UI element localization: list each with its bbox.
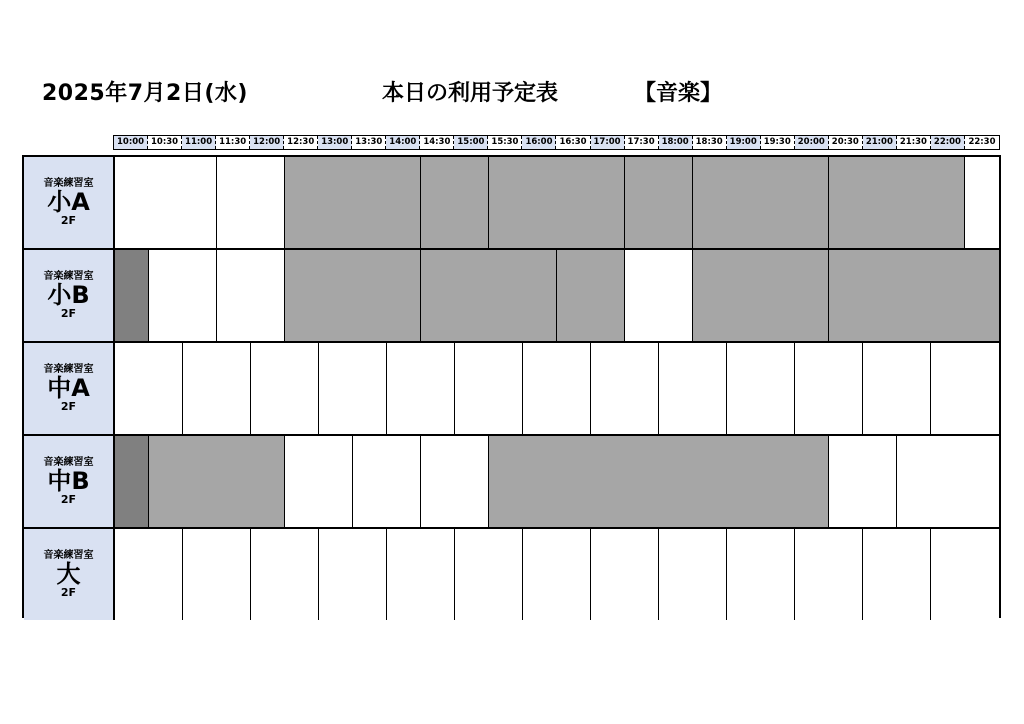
time-header — [113, 135, 1000, 150]
slot-booked — [421, 250, 557, 341]
slot-free — [965, 157, 999, 248]
slot-free — [897, 436, 999, 527]
slot-free — [251, 529, 319, 620]
time-label: 11:00 — [182, 136, 216, 149]
time-label: 19:30 — [761, 136, 795, 149]
slot-free — [115, 529, 183, 620]
slot-booked — [149, 436, 285, 527]
slot-free — [387, 343, 455, 434]
time-label: 11:30 — [216, 136, 250, 149]
slot-booked — [693, 250, 829, 341]
slot-free — [319, 343, 387, 434]
page-title: 本日の利用予定表 — [382, 81, 559, 106]
room-row — [24, 250, 999, 341]
time-label: 14:30 — [420, 136, 454, 149]
room-header — [24, 343, 115, 434]
room-name: 中B — [47, 466, 90, 495]
slot-free — [183, 529, 251, 620]
room-row — [24, 157, 999, 248]
slot-free — [795, 343, 863, 434]
slot-free — [625, 250, 693, 341]
slot-booked — [625, 157, 693, 248]
time-label: 18:30 — [693, 136, 727, 149]
slot-free — [319, 529, 387, 620]
time-label: 12:30 — [284, 136, 318, 149]
time-label: 19:00 — [727, 136, 761, 149]
slot-free — [455, 343, 523, 434]
slot-free — [523, 343, 591, 434]
slot-booked — [489, 436, 829, 527]
slot-free — [591, 529, 659, 620]
time-label: 10:30 — [148, 136, 182, 149]
slot-free — [455, 529, 523, 620]
room-label: 音楽練習室 — [43, 549, 94, 561]
time-label: 15:00 — [454, 136, 488, 149]
room-row — [24, 343, 999, 434]
room-label: 音楽練習室 — [43, 456, 94, 468]
room-floor: 2F — [60, 306, 77, 320]
room-floor: 2F — [60, 399, 77, 413]
slot-free — [523, 529, 591, 620]
time-label: 22:30 — [965, 136, 999, 149]
time-label: 20:30 — [829, 136, 863, 149]
time-label: 13:00 — [318, 136, 352, 149]
room-label: 音楽練習室 — [43, 363, 94, 375]
slot-free — [251, 343, 319, 434]
slot-free — [421, 436, 489, 527]
slot-free — [931, 343, 999, 434]
room-row — [24, 436, 999, 527]
time-label: 12:00 — [250, 136, 284, 149]
room-name: 中A — [47, 373, 90, 402]
time-label: 18:00 — [659, 136, 693, 149]
room-name: 大 — [56, 559, 81, 588]
time-label: 14:00 — [386, 136, 420, 149]
time-label: 21:00 — [863, 136, 897, 149]
time-label: 22:00 — [931, 136, 965, 149]
slot-free — [387, 529, 455, 620]
slot-free — [931, 529, 999, 620]
slot-booked — [285, 157, 421, 248]
room-floor: 2F — [60, 213, 77, 227]
slot-booked — [557, 250, 625, 341]
slot-free — [591, 343, 659, 434]
room-row — [24, 529, 999, 620]
slot-booked — [829, 250, 999, 341]
slot-free — [659, 529, 727, 620]
slot-booked — [285, 250, 421, 341]
time-label: 21:30 — [897, 136, 931, 149]
time-label: 13:30 — [352, 136, 386, 149]
room-header — [24, 250, 115, 341]
time-label: 15:30 — [488, 136, 522, 149]
slot-free — [285, 436, 353, 527]
slot-free — [659, 343, 727, 434]
slot-free — [183, 343, 251, 434]
slot-free — [863, 343, 931, 434]
slot-free — [217, 250, 285, 341]
slot-free — [115, 157, 217, 248]
slot-free — [863, 529, 931, 620]
time-label: 17:00 — [591, 136, 625, 149]
schedule-grid — [22, 155, 1001, 618]
room-label: 音楽練習室 — [43, 270, 94, 282]
slot-free — [795, 529, 863, 620]
time-label: 16:30 — [557, 136, 591, 149]
slot-booked — [693, 157, 829, 248]
room-name: 小B — [47, 280, 90, 309]
time-label: 20:00 — [795, 136, 829, 149]
time-label: 17:30 — [625, 136, 659, 149]
time-label: 16:00 — [522, 136, 556, 149]
slot-free — [727, 343, 795, 434]
room-header — [24, 436, 115, 527]
slot-free — [727, 529, 795, 620]
room-header — [24, 529, 115, 620]
slot-booked — [489, 157, 625, 248]
room-label: 音楽練習室 — [43, 177, 94, 189]
room-floor: 2F — [60, 492, 77, 506]
slot-free — [829, 436, 897, 527]
slot-booked — [421, 157, 489, 248]
room-floor: 2F — [60, 585, 77, 599]
room-name: 小A — [47, 187, 90, 216]
slot-free — [353, 436, 421, 527]
room-header — [24, 157, 115, 248]
slot-free — [217, 157, 285, 248]
category-label: 【音楽】 — [634, 81, 723, 106]
slot-booked — [115, 250, 149, 341]
time-label: 10:00 — [114, 136, 148, 149]
slot-booked — [115, 436, 149, 527]
schedule-date: 2025年7月2日(水) — [42, 81, 248, 106]
slot-free — [149, 250, 217, 341]
slot-booked — [829, 157, 965, 248]
slot-free — [115, 343, 183, 434]
